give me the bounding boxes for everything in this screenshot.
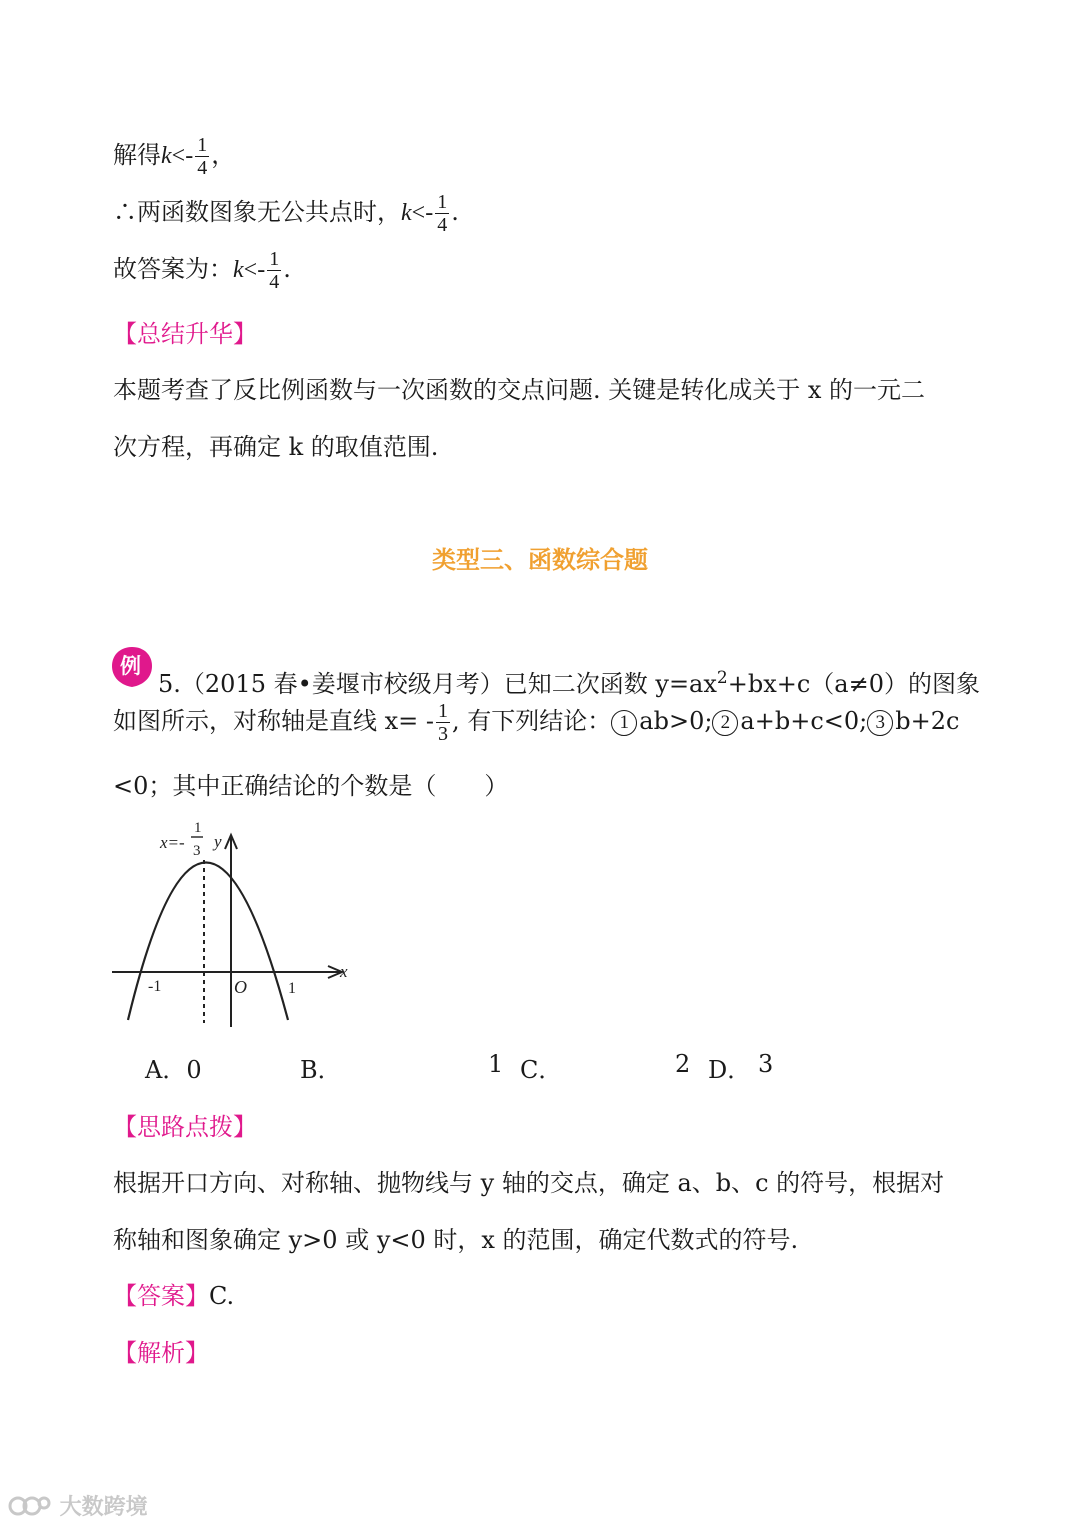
example-line-1: 5.（2015 春•姜堰市校级月考）已知二次函数 $y=ax^2+bx+c(a\ne 0)$的图象 xyxy=(158,668,980,698)
option-c: C． xyxy=(520,1056,563,1084)
fraction: $\frac{1}{4}$ xyxy=(437,191,448,236)
solution-line-3: 故答案为：k<- $\frac{1}{4}$ . xyxy=(113,248,291,293)
option-d-value: 3 xyxy=(758,1050,774,1078)
watermark: 大数跨境 xyxy=(8,1490,148,1521)
fraction: $\frac{1}{4}$ xyxy=(197,134,208,179)
option-b: B． xyxy=(300,1056,342,1084)
solution-line-2: ∴两函数图象无公共点时，k<- $\frac{1}{4}$ . xyxy=(113,191,459,236)
summary-heading: 【总结升华】 xyxy=(113,320,257,348)
example-line-2: 如图所示，对称轴是直线 x= - $\frac{1}{3}$ , 有下列结论： 1 ab>0; 2 a+b+c<0; 3 b+2c xyxy=(113,700,960,745)
example-badge: 例 xyxy=(110,645,154,689)
watermark-logo-icon xyxy=(8,1493,52,1519)
summary-line-1: 本题考查了反比例函数与一次函数的交点问题. 关键是转化成关于 x 的一元二 xyxy=(113,376,926,404)
option-d: D． xyxy=(708,1056,752,1084)
circled-number: 1 xyxy=(611,710,637,736)
fraction: $\frac{1}{4}$ xyxy=(269,248,280,293)
summary-line-2: 次方程，再确定 k 的取值范围. xyxy=(113,433,439,461)
circled-number: 3 xyxy=(867,710,893,736)
hint-heading: 【思路点拨】 xyxy=(113,1113,257,1141)
fraction: $\frac{1}{3}$ xyxy=(438,700,449,745)
answer-line xyxy=(113,1276,234,1311)
parabola-graph xyxy=(100,815,360,1035)
answer-value: C. xyxy=(209,1282,235,1310)
hint-line-1: 根据开口方向、对称轴、抛物线与 y 轴的交点，确定 a、b、c 的符号，根据对 xyxy=(113,1169,945,1197)
origin-label: O xyxy=(234,977,247,997)
symmetry-label: x=- xyxy=(160,833,185,852)
y-label: y xyxy=(214,832,222,851)
tick-1: 1 xyxy=(288,980,296,997)
circled-number: 2 xyxy=(712,710,738,736)
x-label: x xyxy=(340,962,348,981)
answer-heading: 【答案】 xyxy=(113,1282,209,1310)
hint-line-2: 称轴和图象确定 y>0 或 y<0 时，x 的范围，确定代数式的符号. xyxy=(113,1226,799,1254)
solution-line-1: 解得k<- $\frac{1}{4}$ ， xyxy=(113,134,236,179)
section-title: 类型三、函数综合题 xyxy=(432,545,648,574)
analysis-heading: 【解析】 xyxy=(113,1339,209,1367)
option-a: A．0 xyxy=(145,1056,202,1084)
symmetry-den: 3 xyxy=(193,843,201,859)
symmetry-num: 1 xyxy=(194,820,202,836)
example-line-3: <0；其中正确结论的个数是（ ） xyxy=(113,772,509,800)
option-c-value: 2 xyxy=(675,1050,691,1078)
tick-neg1: -1 xyxy=(148,978,162,995)
option-b-value: 1 xyxy=(488,1050,504,1078)
parabola-curve xyxy=(128,863,288,1021)
